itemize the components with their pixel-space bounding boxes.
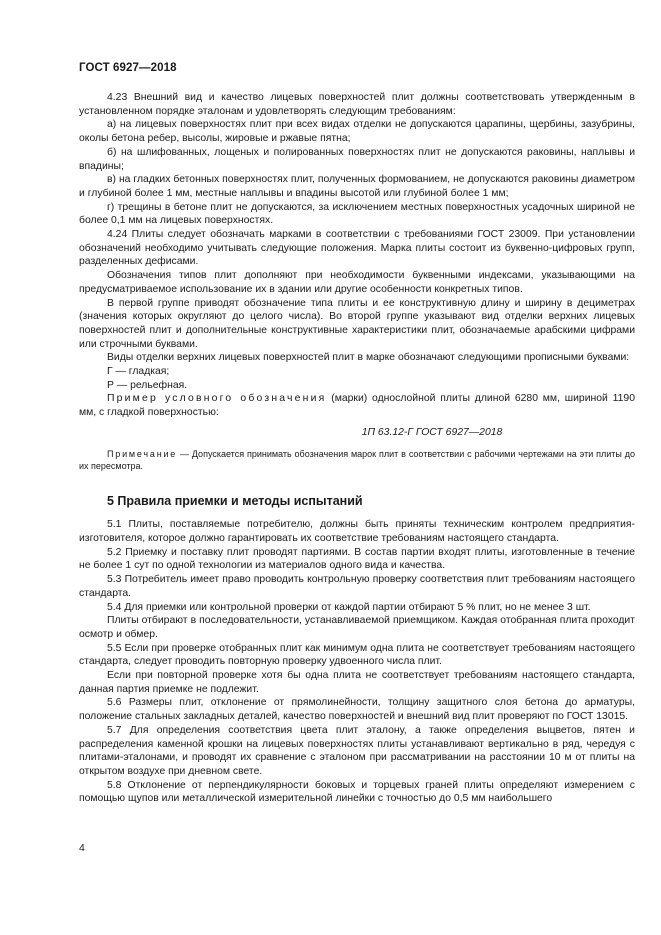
example-designation: 1П 63.12-Г ГОСТ 6927—2018 — [361, 426, 503, 438]
paragraph-5-1: 5.1 Плиты, поставляемые потребителю, должны быть приняты техническим контролем предприятия-изготовителя, которое должно гарантировать их соответствие требованиям настоящего стандарта. — [79, 519, 635, 544]
section-5-title: 5 Правила приемки и методы испытаний — [107, 493, 363, 508]
note — [79, 448, 635, 473]
example-label: Пример условного обозначения — [107, 393, 327, 405]
paragraph-type-designations: Обозначения типов плит дополняют при необходимости буквенными индексами, указывающими на предусматриваемое использование их в здании или другие особенности конкретных типов. — [79, 270, 635, 295]
paragraph-5-5: 5.5 Если при проверке отобранных плит как минимум одна плита не соответствует требованиям настоящего стандарта, следует проводить повторную проверку удвоенного числа плит. — [79, 642, 635, 668]
list-item-a: а) на лицевых поверхностях плит при всех видах отделки не допускаются царапины, щербины, зазубрины, околы бетона ребер, высолы, жировые и ржавые пятна; — [79, 119, 635, 145]
paragraph-5-2: 5.2 Приемку и поставку плит проводят партиями. В состав партии входят плиты, изготовленные в течение не более 1 сут по одной технологии из материалов одного вида и качества. — [79, 546, 635, 572]
list-item-v: в) на гладких бетонных поверхностях плит, полученных формованием, не допускаются раковины диаметром и глубиной более 1 мм, местные наплывы и впадины высотой или глубиной более 1 мм; — [79, 174, 635, 199]
example-paragraph — [79, 392, 635, 419]
paragraph-5-5-cont: Если при повторной проверке хотя бы одна плита не соответствует требованиям настоящего стандарта, данная партия приемке не подлежит. — [79, 670, 635, 695]
paragraph-5-6: 5.6 Размеры плит, отклонение от прямолинейности, толщину защитного слоя бетона до арматуры, положение стальных закладных деталей, качество поверхностей и внешний вид плит проверяют по ГОСТ 13015. — [79, 697, 635, 723]
paragraph-finish-types: Виды отделки верхних лицевых поверхностей плит в марке обозначают следующими прописными буквами: — [107, 352, 630, 364]
finish-type-relief: Р — рельефная. — [107, 379, 188, 391]
page-number: 4 — [79, 843, 85, 854]
list-item-b: б) на шлифованных, лощеных и полированных поверхностях плит не допускаются раковины, наплывы и впадины; — [79, 146, 635, 172]
paragraph-4-24: 4.24 Плиты следует обозначать марками в соответствии с требованиями ГОСТ 23009. При установлении обозначений необходимо учитывать следующие положения. Марка плиты состоит из буквенно-цифровых групп, разделенных дефисами. — [79, 229, 635, 268]
list-item-g: г) трещины в бетоне плит не допускаются, за исключением местных поверхностных усадочных шириной не более 0,1 мм на лицевых поверхностях. — [79, 201, 635, 227]
example-text: (марки) однослойной плиты длиной 6280 мм, шириной 1190 мм, с гладкой поверхностью: — [79, 393, 635, 419]
paragraph-5-3: 5.3 Потребитель имеет право проводить контрольную проверку соответствия плит требованиям настоящего стандарта. — [79, 574, 635, 599]
paragraph-5-7: 5.7 Для определения соответствия цвета плит эталону, а также определения выцветов, пятен и распределения каменной крошки на лицевых поверхностях плиты устанавливают вертикально в ряд, чередуя с плитами-эталонами, и проводят их сравнение с эталоном при рассматривании на расстоянии 10 м от плиты на открытом воздухе при дневном свете. — [79, 724, 635, 777]
paragraph-5-4-cont: Плиты отбирают в последовательности, устанавливаемой приемщиком. Каждая отобранная плита проходит осмотр и обмер. — [79, 615, 635, 640]
document-header: ГОСТ 6927—2018 — [79, 62, 177, 74]
note-label: Примечание — [107, 448, 178, 459]
document-body — [79, 91, 635, 806]
paragraph-5-4: 5.4 Для приемки или контрольной проверки от каждой партии отбирают 5 % плит, но не менее 3 шт. — [107, 601, 591, 613]
note-text: — Допускается принимать обозначения марок плит в соответствии с рабочими чертежами на эти плиты до их пересмотра. — [79, 448, 635, 472]
paragraph-5-8: 5.8 Отклонение от перпендикулярности боковых и торцевых граней плиты определяют измерением с помощью щупов или металлической измерительной линейки с точностью до 0,5 мм наибольшего — [79, 779, 635, 805]
paragraph-first-group: В первой группе приводят обозначение типа плиты и ее конструктивную длину и ширину в дециметрах (значения которых округляют до целого числа). Во второй группе указывают вид отделки верхних лицевых поверхностей плит и дополнительные конструктивные характеристики плит, обозначаемые арабскими цифрами или строчными буквами. — [79, 297, 635, 350]
paragraph-4-23: 4.23 Внешний вид и качество лицевых поверхностей плит должны соответствовать утвержденным в установленном порядке эталонам и удовлетворять следующим требованиям: — [79, 92, 635, 117]
finish-type-smooth: Г — гладкая; — [107, 366, 170, 378]
